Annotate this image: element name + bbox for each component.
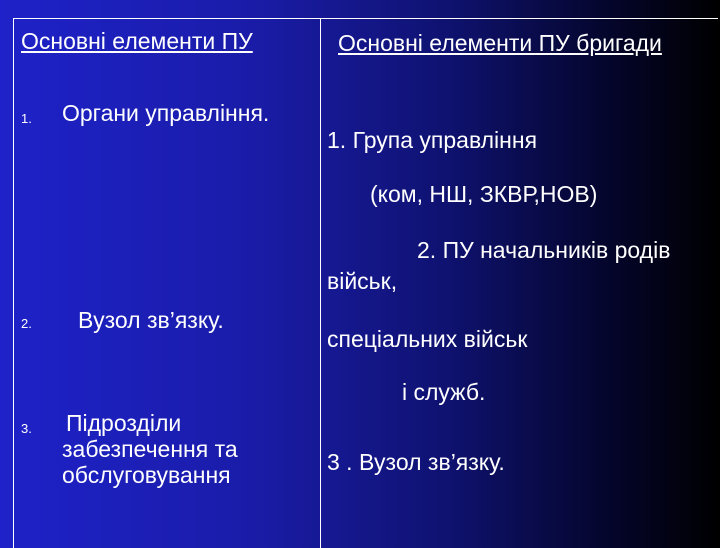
column-divider: [320, 18, 321, 548]
left-item-2: Вузол зв’язку.: [78, 307, 224, 333]
right-line-6: і служб.: [402, 379, 486, 405]
list-marker-1: 1.: [21, 111, 32, 126]
right-line-5: спеціальних військ: [327, 326, 528, 352]
left-item-3-line-1: Підрозділи: [66, 410, 182, 436]
list-marker-2: 2.: [21, 316, 32, 331]
left-item-1: Органи управління.: [62, 100, 270, 126]
right-line-2: (ком, НШ, ЗКВР,НОВ): [370, 181, 598, 207]
right-line-7: 3 . Вузол зв’язку.: [327, 449, 505, 475]
left-item-3-line-2: забезпечення та: [62, 436, 238, 462]
right-column-header: Основні елементи ПУ бригади: [338, 30, 662, 56]
right-line-3: 2. ПУ начальників родів: [417, 237, 671, 263]
list-marker-3: 3.: [21, 421, 32, 436]
left-column-header: Основні елементи ПУ: [21, 28, 253, 54]
right-line-1: 1. Група управління: [327, 127, 538, 153]
left-item-3-line-3: обслуговування: [62, 462, 231, 488]
right-line-4: військ,: [327, 268, 398, 294]
